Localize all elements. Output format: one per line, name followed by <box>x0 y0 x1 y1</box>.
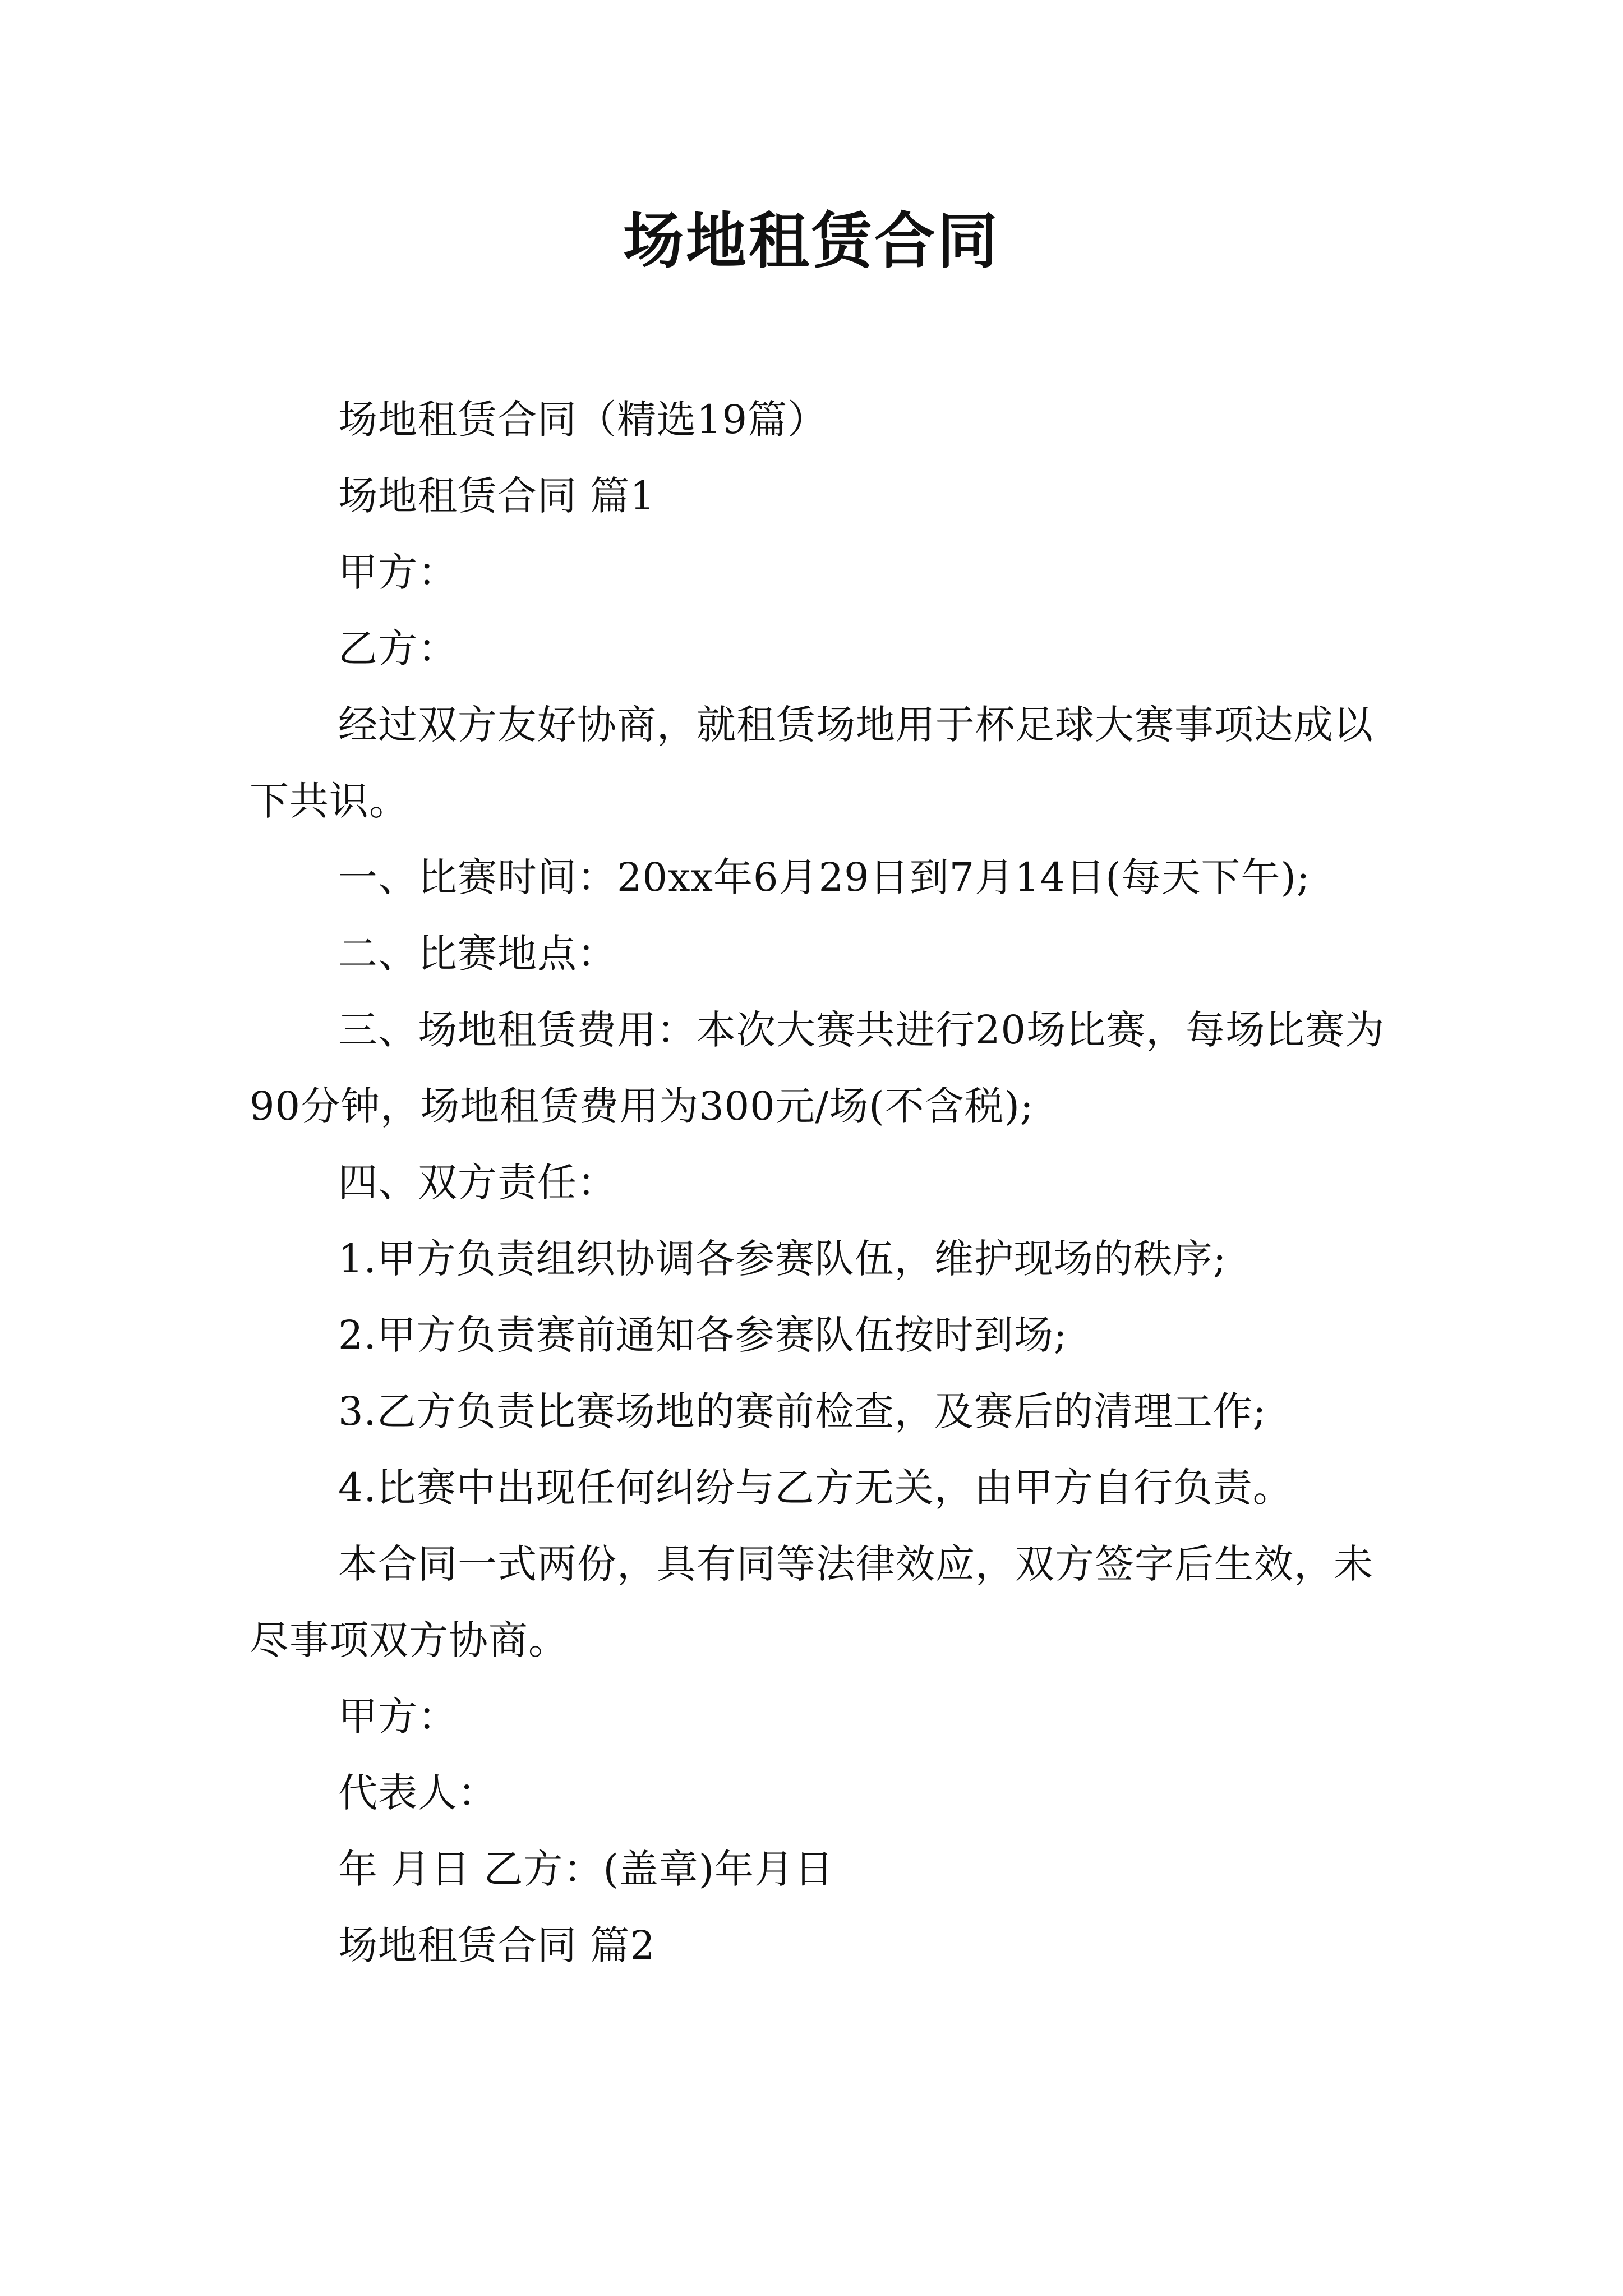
preamble-paragraph: 经过双方友好协商，就租赁场地用于杯足球大赛事项达成以下共识。 <box>250 702 1373 824</box>
clause-match-time: 一、比赛时间：20xx年6月29日到7月14日(每天下午); <box>338 854 1311 900</box>
clause-rental-fee: 三、场地租赁费用：本次大赛共进行20场比赛，每场比赛为90分钟，场地租赁费用为300元/场(不含税); <box>250 1007 1385 1129</box>
signature-representative: 代表人： <box>338 1770 497 1816</box>
responsibility-item: 2.甲方负责赛前通知各参赛队伍按时到场; <box>338 1312 1068 1358</box>
signature-party-a: 甲方： <box>338 1694 458 1740</box>
clause-responsibilities: 四、双方责任： <box>338 1159 617 1205</box>
responsibility-item: 3.乙方负责比赛场地的赛前检查，及赛后的清理工作; <box>338 1388 1267 1434</box>
article-heading: 场地租赁合同 篇1 <box>338 473 656 519</box>
signature-date-line: 年 月日 乙方：(盖章)年月日 <box>338 1846 834 1892</box>
responsibility-item: 4.比赛中出现任何纠纷与乙方无关，由甲方自行负责。 <box>338 1465 1293 1511</box>
contract-copies-paragraph: 本合同一式两份，具有同等法律效应，双方签字后生效，未尽事项双方协商。 <box>250 1541 1373 1663</box>
next-article-heading: 场地租赁合同 篇2 <box>338 1922 656 1968</box>
party-b-line: 乙方： <box>338 625 458 671</box>
collection-heading: 场地租赁合同（精选19篇） <box>338 397 828 443</box>
document-body <box>250 381 1394 1984</box>
document-title: 场地租赁合同 <box>623 206 1000 277</box>
responsibility-item: 1.甲方负责组织协调各参赛队伍，维护现场的秩序; <box>338 1236 1227 1282</box>
clause-match-location: 二、比赛地点： <box>338 931 617 977</box>
party-a-line: 甲方： <box>338 549 458 595</box>
